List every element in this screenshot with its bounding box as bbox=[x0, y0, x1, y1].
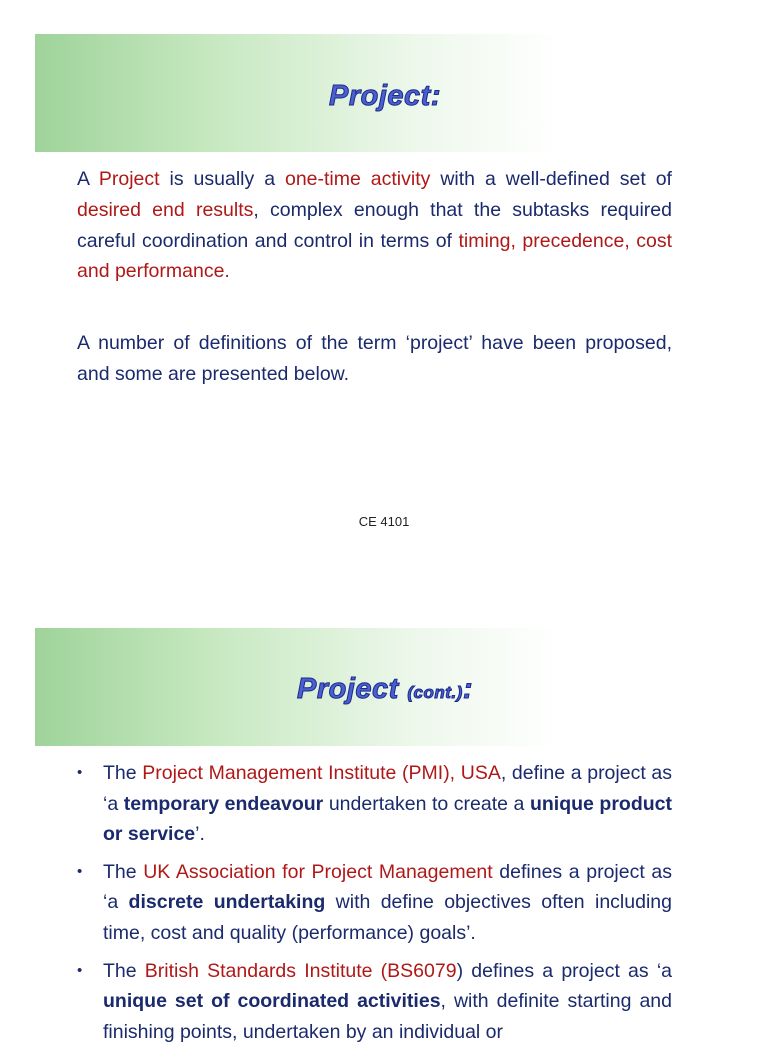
title-banner bbox=[35, 628, 735, 746]
highlight-precedence: precedence, cost and performance. bbox=[77, 229, 672, 283]
text-run: with a well-defined set of bbox=[430, 168, 672, 190]
list-item bbox=[77, 857, 672, 949]
highlight-source: British Standards Institute (BS6079 bbox=[144, 959, 457, 982]
text-run: ’. bbox=[195, 823, 205, 846]
text-run: goals bbox=[419, 921, 467, 944]
key-phrase: unique product or service bbox=[103, 792, 672, 846]
key-phrase: temporary endeavour bbox=[123, 792, 324, 815]
highlight-source: Project Management Institute (PMI), USA bbox=[142, 762, 501, 784]
highlight-desired-end-results: desired end results bbox=[77, 198, 254, 221]
bullet-icon: • bbox=[77, 764, 83, 781]
highlight-timing: timing bbox=[458, 229, 511, 252]
text-run: with define objectives often including time, cost and quality (performance) bbox=[103, 891, 672, 944]
text-run: , bbox=[510, 229, 516, 252]
text-run: , complex enough that the subtasks required careful coordination and control in terms of bbox=[77, 198, 672, 252]
title-colon: : bbox=[462, 673, 473, 705]
text-run: ) defines a project as ‘a bbox=[456, 959, 672, 982]
text-run: A bbox=[77, 168, 99, 190]
title-cont: (cont.) bbox=[407, 683, 463, 702]
slide-footer: CE 4101 bbox=[358, 514, 410, 529]
list-item bbox=[77, 758, 672, 850]
list-item bbox=[77, 956, 672, 1048]
key-phrase: unique set of coordinated activities bbox=[103, 990, 441, 1013]
intro-paragraph: A number of definitions of the term ‘project’ have been proposed, and some are presented below. bbox=[77, 332, 672, 385]
title-banner bbox=[35, 34, 735, 152]
highlight-one-time-activity: one-time activity bbox=[284, 168, 431, 190]
slide-2 bbox=[0, 594, 768, 1043]
text-run: undertaken to create a bbox=[323, 792, 530, 815]
bullet-icon: • bbox=[77, 961, 83, 979]
text-run: , define a project as ‘a bbox=[103, 762, 672, 815]
definitions-list bbox=[77, 758, 672, 1054]
text-run: The bbox=[103, 762, 143, 784]
title-main: Project bbox=[297, 673, 408, 705]
slide-title bbox=[35, 673, 735, 706]
key-phrase: discrete undertaking bbox=[128, 891, 326, 914]
definition-paragraph bbox=[77, 164, 672, 287]
slide-title: Project: bbox=[329, 80, 441, 112]
bullet-icon: • bbox=[77, 862, 83, 880]
text-run: is usually a bbox=[159, 168, 285, 190]
text-run: The bbox=[103, 959, 145, 982]
text-run: , with definite starting and finishing points, undertaken by an individual or bbox=[103, 990, 672, 1043]
highlight-source: UK Association for Project Management bbox=[143, 860, 493, 883]
text-run: The bbox=[103, 860, 144, 883]
highlight-project: Project bbox=[98, 168, 160, 190]
text-run: ’. bbox=[466, 921, 476, 944]
text-run: defines a project as ‘a bbox=[103, 860, 672, 914]
